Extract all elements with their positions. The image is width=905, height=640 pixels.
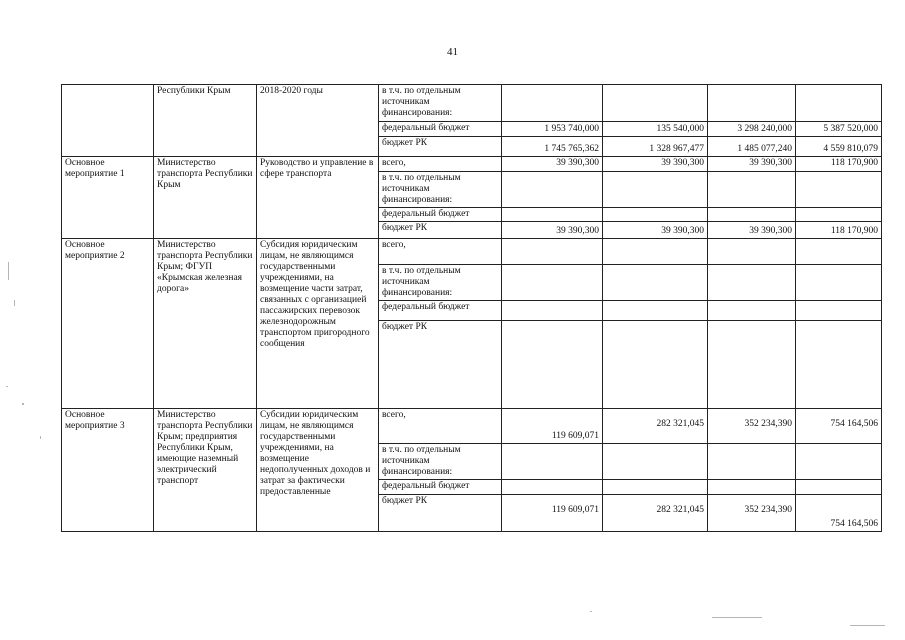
value-cell (603, 208, 708, 222)
value-cell (502, 239, 603, 265)
budget-table (61, 84, 882, 532)
scan-speck (40, 436, 41, 439)
executor-cell: Министерство транспорта Республики Крым; предприятия Республики Крым, имеющие наземный электрический транспорт (154, 409, 257, 532)
value-cell (796, 301, 882, 321)
value-cell (603, 301, 708, 321)
value-cell: 282 321,045 (603, 495, 708, 532)
source-label: в т.ч. по отдельным источникам финансирования: (379, 265, 502, 301)
row-title-cell: Основное мероприятие 1 (62, 157, 154, 239)
value-cell (603, 321, 708, 409)
value-cell (796, 239, 882, 265)
value-cell (796, 172, 882, 208)
value-cell: 754 164,506 (796, 409, 882, 444)
source-label: в т.ч. по отдельным источникам финансирования: (379, 444, 502, 480)
source-label: федеральный бюджет (379, 208, 502, 222)
source-label: бюджет РК (379, 321, 502, 409)
source-label: в т.ч. по отдельным источникам финансирования: (379, 172, 502, 208)
value-cell (708, 239, 796, 265)
page-number: 41 (447, 46, 458, 58)
scan-speck (850, 625, 885, 626)
row-title-cell (62, 85, 154, 157)
value-cell: 1 953 740,000 (502, 122, 603, 137)
value-cell (708, 85, 796, 122)
value-cell: 4 559 810,079 (796, 137, 882, 157)
scan-speck (6, 386, 8, 387)
value-cell: 119 609,071 (502, 495, 603, 532)
value-cell (796, 85, 882, 122)
value-cell (708, 265, 796, 301)
value-cell (796, 265, 882, 301)
value-cell: 754 164,506 (796, 495, 882, 532)
measure-cell: Субсидии юридическим лицам, не являющимся государственными учреждениями, на возмещение недополученных доходов и затрат за фактически предоставленные (257, 409, 379, 532)
value-cell: 1 745 765,362 (502, 137, 603, 157)
measure-cell: Руководство и управление в сфере транспорта (257, 157, 379, 239)
value-cell: 282 321,045 (603, 409, 708, 444)
measure-cell: 2018-2020 годы (257, 85, 379, 157)
value-cell: 39 390,300 (603, 222, 708, 239)
table-row (62, 157, 882, 172)
value-cell: 5 387 520,000 (796, 122, 882, 137)
value-cell (796, 480, 882, 495)
source-label: федеральный бюджет (379, 301, 502, 321)
scan-speck (590, 611, 592, 612)
source-label: бюджет РК (379, 222, 502, 239)
source-label: федеральный бюджет (379, 122, 502, 137)
executor-cell: Министерство транспорта Республики Крым (154, 157, 257, 239)
scan-speck (14, 300, 15, 306)
value-cell (603, 480, 708, 495)
value-cell (502, 480, 603, 495)
value-cell (708, 301, 796, 321)
value-cell (502, 172, 603, 208)
value-cell (603, 265, 708, 301)
value-cell: 1 328 967,477 (603, 137, 708, 157)
value-cell (502, 85, 603, 122)
value-cell (796, 444, 882, 480)
value-cell (708, 208, 796, 222)
source-label: всего, (379, 409, 502, 444)
value-cell (502, 444, 603, 480)
value-cell: 119 609,071 (502, 409, 603, 444)
source-label: всего, (379, 157, 502, 172)
scan-speck (8, 262, 9, 280)
value-cell (603, 239, 708, 265)
source-label: всего, (379, 239, 502, 265)
value-cell (603, 172, 708, 208)
value-cell (502, 321, 603, 409)
row-title-cell: Основное мероприятие 2 (62, 239, 154, 409)
value-cell (603, 444, 708, 480)
value-cell (502, 301, 603, 321)
value-cell: 1 485 077,240 (708, 137, 796, 157)
value-cell: 135 540,000 (603, 122, 708, 137)
value-cell (502, 208, 603, 222)
table-row (62, 239, 882, 265)
value-cell: 118 170,900 (796, 222, 882, 239)
executor-cell: Республики Крым (154, 85, 257, 157)
scan-speck (712, 617, 762, 618)
value-cell: 39 390,300 (708, 157, 796, 172)
measure-cell: Субсидия юридическим лицам, не являющимся государственными учреждениями, на возмещение части затрат, связанных с организацией пассажирских перевозок железнодорожным транспортом пригородного сообщения (257, 239, 379, 409)
value-cell: 39 390,300 (502, 157, 603, 172)
value-cell: 3 298 240,000 (708, 122, 796, 137)
source-label: бюджет РК (379, 137, 502, 157)
value-cell (502, 265, 603, 301)
executor-cell: Министерство транспорта Республики Крым; ФГУП «Крымская железная дорога» (154, 239, 257, 409)
scan-speck (22, 403, 24, 405)
source-label: в т.ч. по отдельным источникам финансирования: (379, 85, 502, 122)
value-cell (796, 321, 882, 409)
value-cell: 118 170,900 (796, 157, 882, 172)
value-cell (708, 321, 796, 409)
row-title-cell: Основное мероприятие 3 (62, 409, 154, 532)
value-cell (796, 208, 882, 222)
table-row (62, 409, 882, 444)
value-cell: 39 390,300 (502, 222, 603, 239)
value-cell: 39 390,300 (603, 157, 708, 172)
value-cell: 39 390,300 (708, 222, 796, 239)
value-cell: 352 234,390 (708, 495, 796, 532)
value-cell: 352 234,390 (708, 409, 796, 444)
table-row (62, 85, 882, 122)
source-label: бюджет РК (379, 495, 502, 532)
value-cell (603, 85, 708, 122)
value-cell (708, 172, 796, 208)
value-cell (708, 480, 796, 495)
value-cell (708, 444, 796, 480)
source-label: федеральный бюджет (379, 480, 502, 495)
